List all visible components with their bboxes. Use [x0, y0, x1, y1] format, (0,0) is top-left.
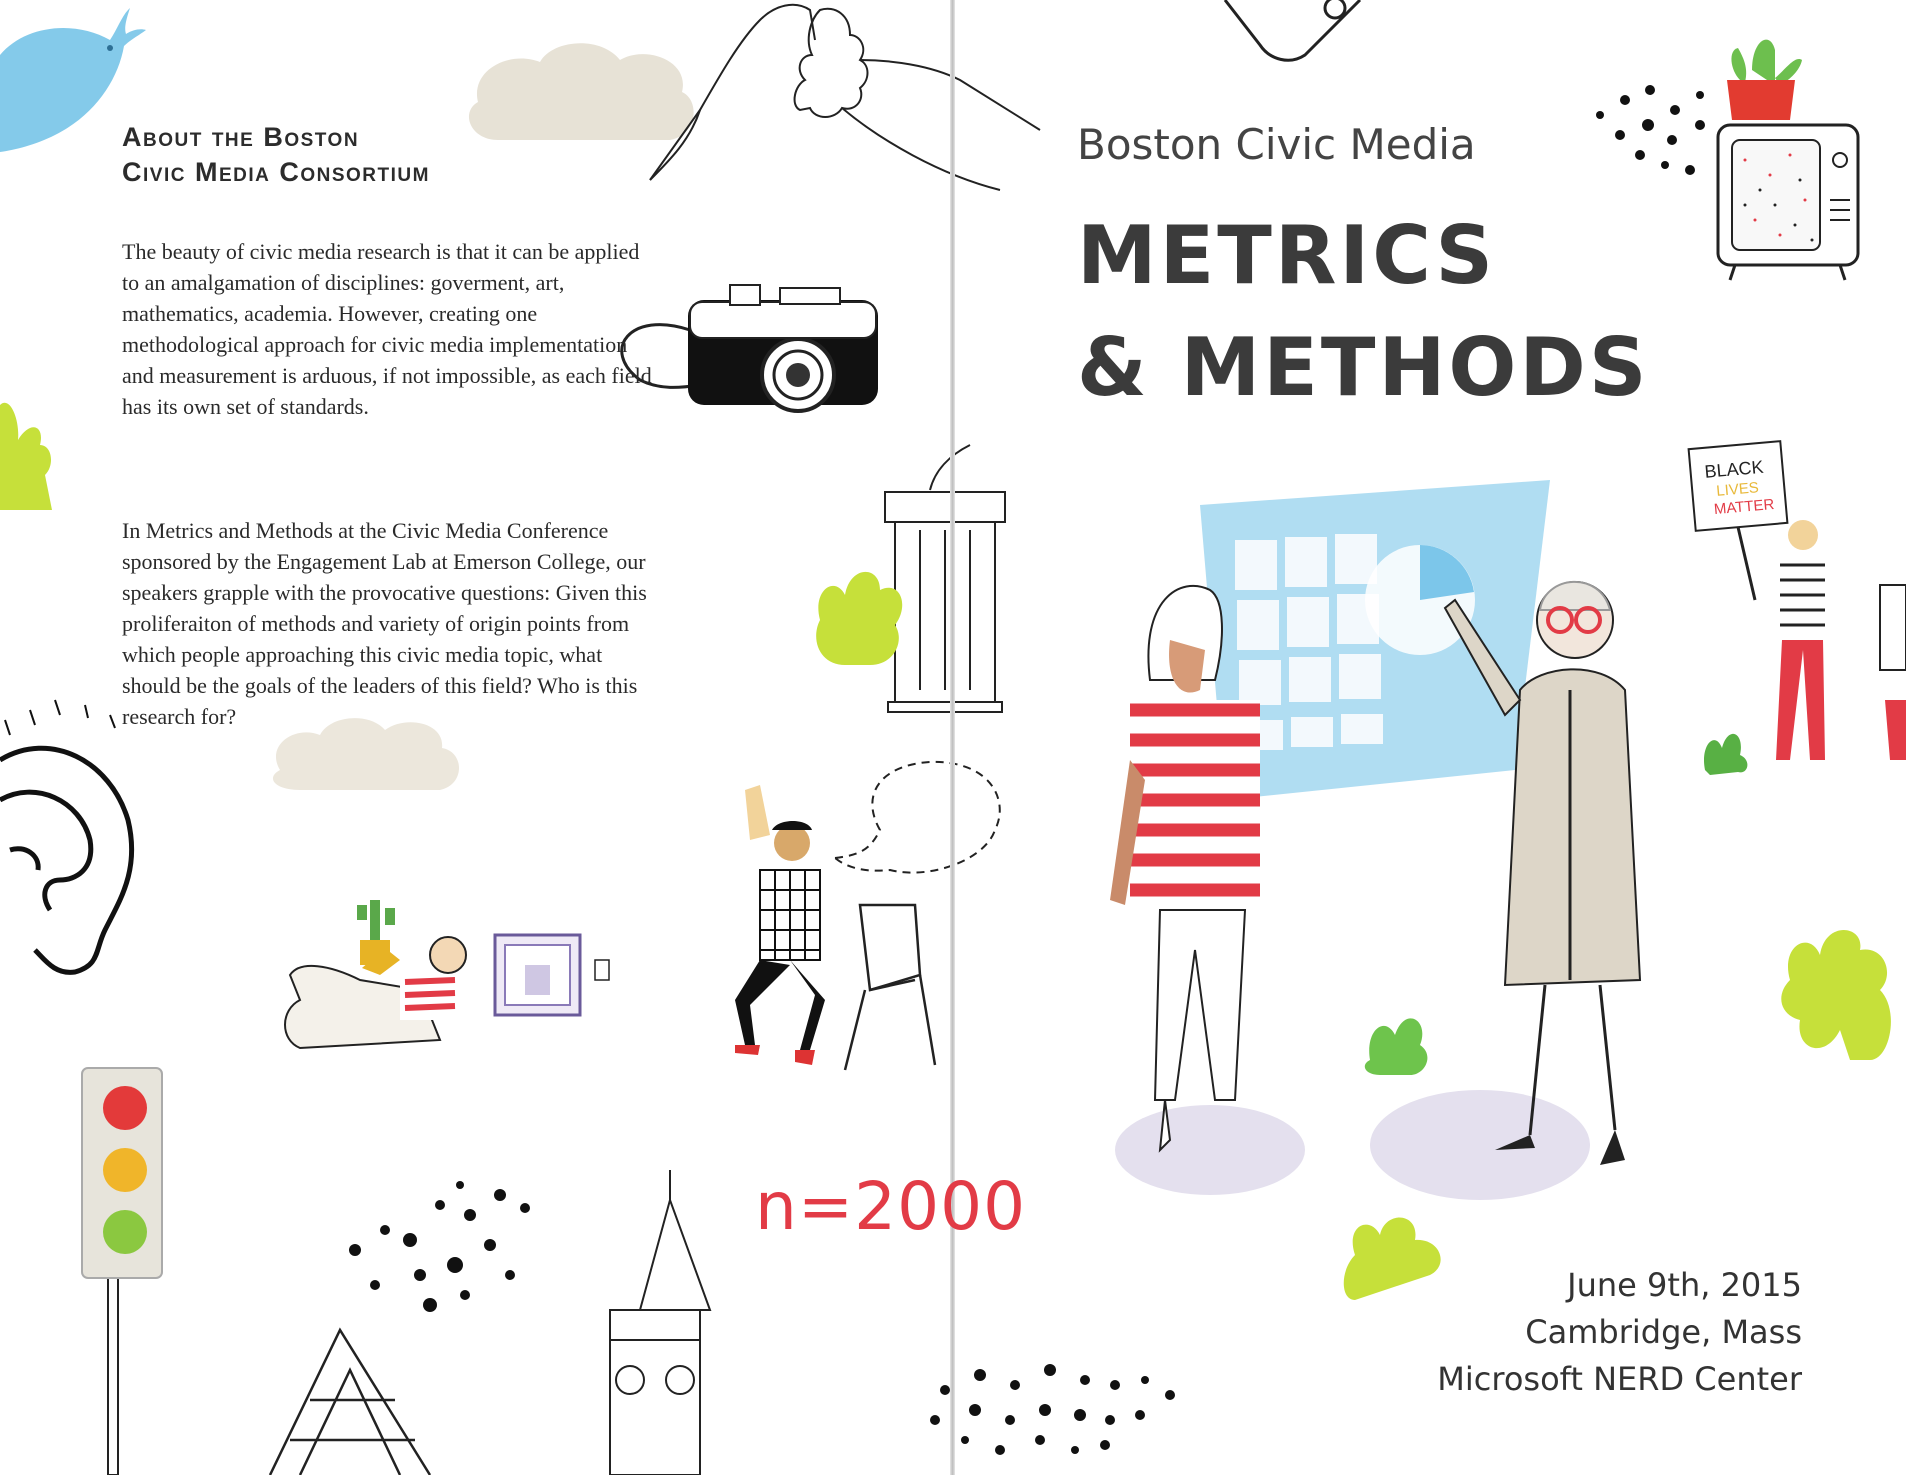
protest-sign-line2: LIVES	[1715, 479, 1760, 500]
center-fold	[950, 0, 955, 1475]
dots-icon	[1596, 85, 1705, 175]
event-kicker: Boston Civic Media	[1077, 120, 1476, 169]
podium-icon	[885, 445, 1005, 712]
event-title	[1077, 200, 1649, 424]
television-icon	[1718, 125, 1858, 280]
event-venue: Microsoft NERD Center	[1437, 1360, 1802, 1398]
event-location: Cambridge, Mass	[1525, 1313, 1802, 1351]
event-date: June 9th, 2015	[1567, 1266, 1802, 1304]
plant-icon	[1365, 1018, 1428, 1075]
fist-bump-icon	[650, 5, 1040, 190]
3d-printer-icon	[495, 935, 609, 1015]
intro-paragraph: The beauty of civic media research is that it can be applied to an amalgamation of disciplines: goverment, art, mathematics, academia. However, creating one methodological approach for civic media implementation and measurement is arduous, if not impossible, as each field has its own set of standards.	[122, 239, 652, 419]
protest-sign-line3: MATTER	[1713, 495, 1776, 519]
plant-icon	[816, 572, 902, 665]
event-title-line2: & METHODS	[1077, 321, 1650, 414]
dots-icon	[5, 700, 115, 735]
about-heading-line2: Civic Media Consortium	[122, 157, 430, 187]
event-title-line1: METRICS	[1077, 209, 1497, 302]
plant-icon	[1781, 930, 1891, 1060]
camera-icon	[622, 285, 878, 411]
event-details	[1437, 1262, 1802, 1403]
about-heading	[122, 120, 642, 190]
seated-speaker-icon	[735, 785, 825, 1065]
dots-icon	[349, 1181, 530, 1312]
questions-paragraph: In Metrics and Methods at the Civic Media Conference sponsored by the Engagement Lab at Emerson College, our speakers grapple with the provocative questions: Given this proliferaiton of methods and variety of origin points from which people approaching this civic media topic, what should be the goals of the leaders of this field? Who is this research for?	[122, 518, 647, 729]
phone-icon	[1225, 0, 1360, 60]
folding-chair-icon	[845, 905, 935, 1070]
speech-bubble-icon	[835, 762, 1000, 873]
ear-icon	[0, 748, 132, 972]
clock-tower-icon	[610, 1170, 710, 1475]
traffic-light-icon	[82, 1068, 162, 1475]
plant-icon	[1344, 1218, 1441, 1300]
protest-sign-line1: BLACK	[1703, 456, 1765, 482]
cactus-pot-icon	[1727, 40, 1802, 120]
plant-icon	[1704, 734, 1747, 775]
roof-icon	[270, 1330, 430, 1475]
dots-icon	[930, 1364, 1175, 1455]
about-heading-line1: About the Boston	[122, 122, 360, 152]
reading-person-icon	[285, 900, 466, 1048]
handwritten-sample-size: n=2000	[755, 1168, 1027, 1245]
protester-icon	[1689, 441, 1906, 760]
plant-icon	[0, 403, 52, 510]
